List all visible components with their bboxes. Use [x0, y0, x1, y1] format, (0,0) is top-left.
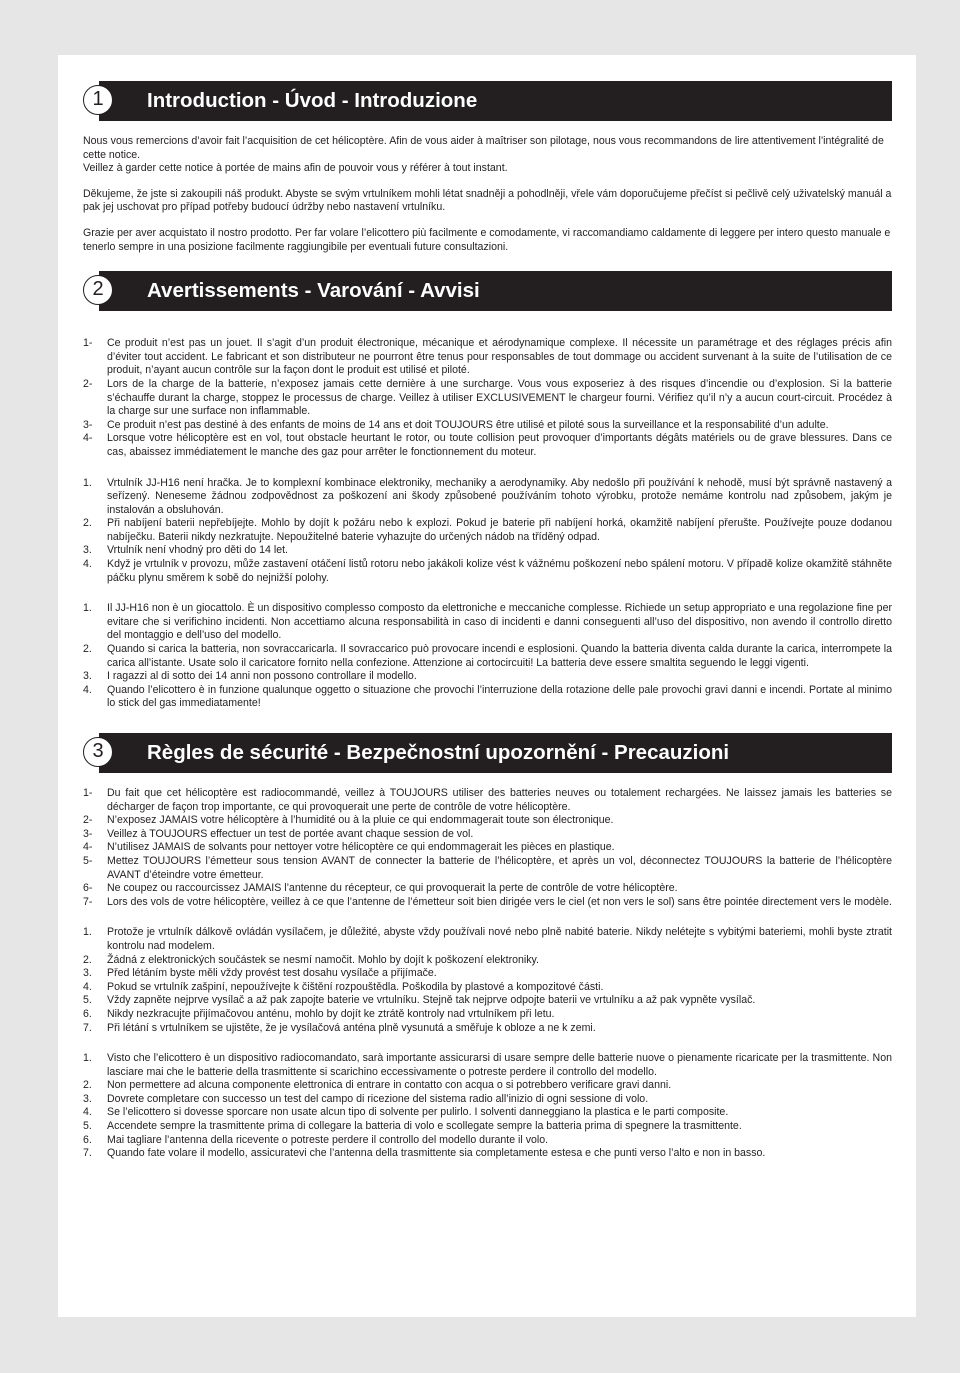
- list-item: 1- Du fait que cet hélicoptère est radiocommandé, veillez à TOUJOURS utiliser des batteries neuves ou totalement rechargées. Ne laissez jamais les batteries se décharger de façon trop importante, ce qui provoquerait une perte de contrôle de votre hélicoptère.: [83, 787, 892, 813]
- list-item: 5. Vždy zapněte nejprve vysílač a až pak zapojte baterie ve vrtulníku. Stejně tak nejprve odpojte baterii ve vrtulníku a až pak vypněte vysílač.: [83, 994, 756, 1007]
- list-item: 4- Lorsque votre hélicoptère est en vol, tout obstacle heurtant le rotor, ou toute collision peut provoquer d’importants dégâts matériels ou de grave blessures. Dans ce cas, abaissez immédiatement le manche des gaz pour arrêter le fonctionnement du moteur.: [83, 432, 892, 458]
- list-item: 1. Vrtulník JJ-H16 není hračka. Je to komplexní kombinace elektroniky, mechaniky a aerodynamiky. Aby nedošlo při používání k nehodě, musí být správně nastavený a seřízený. Neneseme žádnou zodpovědnost za poškození ani škody způsobené používáním tohoto výrobku, protože nemáme kontrolu nad způsobem, jakým je instalován a obsluhován.: [83, 476, 892, 516]
- list-item: 6. Nikdy nezkracujte přijímačovou anténu, mohlo by dojít ke ztrátě kontroly nad vrtulníkem při letu.: [83, 1007, 555, 1020]
- section-title: Introduction - Úvod - Introduzione: [99, 81, 892, 121]
- warnings-cz-list: [83, 477, 892, 586]
- list-item: 3. Před létáním byste měli vždy provést test dosahu vysílače a přijímače.: [83, 967, 437, 980]
- page-content: [83, 81, 892, 1161]
- list-item: 5. Accendete sempre la trasmittente prima di collegare la batteria di volo e scollegate sempre la batteria prima di spegnere la trasmittente.: [83, 1120, 742, 1133]
- section-header-warnings: [83, 271, 892, 311]
- manual-page: [58, 55, 916, 1317]
- section-title: Avertissements - Varování - Avvisi: [99, 271, 892, 311]
- section-number-badge: 1: [83, 85, 113, 115]
- intro-it-paragraph: Grazie per aver acquistato il nostro prodotto. Per far volare l’elicottero più facilmente e comodamente, vi raccomandiamo caldamente di leggere per intero questo manuale e tenerlo sempre in una posizione facilmente raggiungibile per eventuali future consultazioni.: [83, 226, 891, 253]
- list-item: 3- Veillez à TOUJOURS effectuer un test de portée avant chaque session de vol.: [83, 827, 474, 840]
- safety-fr-list: [83, 787, 892, 909]
- list-item: 5- Mettez TOUJOURS l’émetteur sous tension AVANT de connecter la batterie de l’hélicoptère, et après un vol, déconnectez TOUJOURS la batterie de l’hélicoptère AVANT d’éteindre votre émetteur.: [83, 854, 892, 881]
- intro-fr-paragraph-1: Nous vous remercions d’avoir fait l’acquisition de cet hélicoptère. Afin de vous aider à maîtriser son pilotage, nous vous recommandons de lire attentivement l’intégralité de cette notice.: [83, 135, 884, 161]
- list-item: 4- N’utilisez JAMAIS de solvants pour nettoyer votre hélicoptère ce qui endommagerait les pièces en plastique.: [83, 841, 615, 854]
- list-item: 2- Lors de la charge de la batterie, n’exposez jamais cette dernière à une surcharge. Vous vous exposeriez à des risques d’incendie ou d’explosion. Si la batterie s’échauffe durant la charge, stoppez le processus de charge. Veillez à utiliser EXCLUSIVEMENT le chargeur fourni. Vérifiez qu’il n’y a aucun court-circuit. Procédez à la charge sur une surface non inflammable.: [83, 377, 892, 418]
- list-item: 1. Visto che l’elicottero è un dispositivo radiocomandato, sarà importante assicurarsi di usare sempre delle batterie nuove o pienamente ricaricate per la trasmittente. Non lasciare mai che le batterie della trasmittente si scarichino eccessivamente o potreste perdere il controllo del modello.: [83, 1052, 892, 1078]
- list-item: 6- Ne coupez ou raccourcissez JAMAIS l’antenne du récepteur, ce qui provoquerait la perte de contrôle de votre hélicoptère.: [83, 882, 678, 895]
- section-header-safety: [83, 733, 892, 773]
- list-item: 7. Při létání s vrtulníkem se ujistěte, že je vysílačová anténa plně vysunutá a směřuje k obloze a ne k zemi.: [83, 1021, 596, 1034]
- section-number-badge: 2: [83, 275, 113, 305]
- list-item: 4. Pokud se vrtulník zašpiní, nepoužívejte k čištění rozpouštědla. Poškodila by plastové a kompozitové části.: [83, 980, 604, 993]
- warnings-it-list: [83, 602, 892, 711]
- list-item: 2. Quando si carica la batteria, non sovraccaricarla. Il sovraccarico può provocare incendi e esplosioni. Quando la batteria diventa calda durante la carica, interrompete la carica all’istante. Usate solo il caricatore fornito nella confezione. Attenzione ai cortocircuiti! La batteria deve essere smaltita seguendo le leggi vigenti.: [83, 643, 892, 669]
- list-item: 3. Vrtulník není vhodný pro děti do 14 let.: [83, 544, 288, 557]
- list-item: 1- Ce produit n’est pas un jouet. Il s’agit d’un produit électronique, mécanique et aérodynamique complexe. Il nécessite un paramétrage et des réglages précis afin d’éviter tout accident. Le fabricant et son distributeur ne pourront être tenus pour responsables de tout dommage ou accident survenant à la suite de l’utilisation de ce produit, n’ayant aucun contrôle sur la façon dont le produit est utilisé et piloté.: [83, 337, 892, 377]
- list-item: 4. Quando l’elicottero è in funzione qualunque oggetto o situazione che provochi l’interruzione della rotazione delle pale provochi gravi danni e incendi. Portate al minimo lo stick del gas immediatamente!: [83, 683, 892, 710]
- list-item: 3. I ragazzi al di sotto dei 14 anni non possono controllare il modello.: [83, 670, 417, 683]
- list-item: 3. Dovrete completare con successo un test del campo di ricezione del sistema radio all’inizio di ogni sessione di volo.: [83, 1092, 649, 1105]
- list-item: 1. Il JJ-H16 non è un giocattolo. È un dispositivo complesso composto da elettroniche e meccaniche complesse. Richiede un setup appropriato e una regolazione fine per evitare che si verifichino incidenti. Non accettiamo alcuna responsabilità in caso di incidenti e danni conseguenti all’uso del dispositivo, non avendo il controllo diretto del montaggio e dell’uso del modello.: [83, 602, 892, 642]
- list-item: 2- N’exposez JAMAIS votre hélicoptère à l’humidité ou à la pluie ce qui endommagerait toute son électronique.: [83, 814, 614, 827]
- section-number-badge: 3: [83, 737, 113, 767]
- warnings-fr-list: [83, 337, 892, 459]
- list-item: 6. Mai tagliare l’antenna della ricevente o potreste perdere il controllo del modello durante il volo.: [83, 1133, 549, 1146]
- safety-it-list: [83, 1052, 892, 1161]
- list-item: 7. Quando fate volare il modello, assicuratevi che l’antenna della trasmittente sia completamente estesa e che punti verso l’alto e non in basso.: [83, 1147, 766, 1160]
- list-item: 2. Non permettere ad alcuna componente elettronica di entrare in contatto con acqua o si potrebbero verificare gravi danni.: [83, 1079, 672, 1092]
- list-item: 4. Když je vrtulník v provozu, může zastavení otáčení listů rotoru nebo jakákoli kolize vést k vážnému poškození nebo spálení motoru. V případě kolize okamžitě stáhněte páčku plynu směrem k sobě do nejnižší polohy.: [83, 558, 892, 584]
- list-item: 3- Ce produit n’est pas destiné à des enfants de moins de 14 ans et doit TOUJOURS être utilisé et piloté sous la surveillance et la responsabilité d’un adulte.: [83, 418, 829, 431]
- intro-fr-paragraph-2: Veillez à garder cette notice à portée de mains afin de pouvoir vous y référer à tout instant.: [83, 162, 508, 175]
- list-item: 1. Protože je vrtulník dálkově ovládán vysílačem, je důležité, abyste vždy používali nové nebo plně nabité baterie. Nikdy nelétejte s vybitými bateriemi, mohli byste ztratit kontrolu nad modelem.: [83, 926, 892, 952]
- list-item: 2. Při nabíjení baterii nepřebíjejte. Mohlo by dojít k požáru nebo k explozi. Pokud je baterie při nabíjení horká, okamžitě nabíjení přerušte. Používejte pouze dodanou nabíječku. Baterii nikdy nezkratujte. Nepoužitelné baterie vyhazujte do určených nádob na tříděný odpad.: [83, 517, 892, 543]
- safety-cz-list: [83, 926, 892, 1035]
- list-item: 4. Se l’elicottero si dovesse sporcare non usate alcun tipo di solvente per pulirlo. I solventi danneggiano la plastica e le parti composite.: [83, 1106, 729, 1119]
- intro-cz-paragraph: Děkujeme, že jste si zakoupili náš produkt. Abyste se svým vrtulníkem mohli létat snadněji a pohodlněji, vřele vám doporučujeme přečíst si pečlivě celý uživatelský manuál a pak jej uschovat pro případ potřeby budoucí údržby nebo nastavení vrtulníku.: [83, 187, 892, 214]
- list-item: 2. Žádná z elektronických součástek se nesmí namočit. Mohlo by dojít k poškození elektroniky.: [83, 953, 539, 966]
- section-title: Règles de sécurité - Bezpečnostní upozornění - Precauzioni: [99, 733, 892, 773]
- list-item: 7- Lors des vols de votre hélicoptère, veillez à ce que l’antenne de l’émetteur soit bien dirigée vers le ciel (et non vers le sol) sans être pointée directement vers le modèle.: [83, 895, 892, 908]
- section-header-introduction: [83, 81, 892, 121]
